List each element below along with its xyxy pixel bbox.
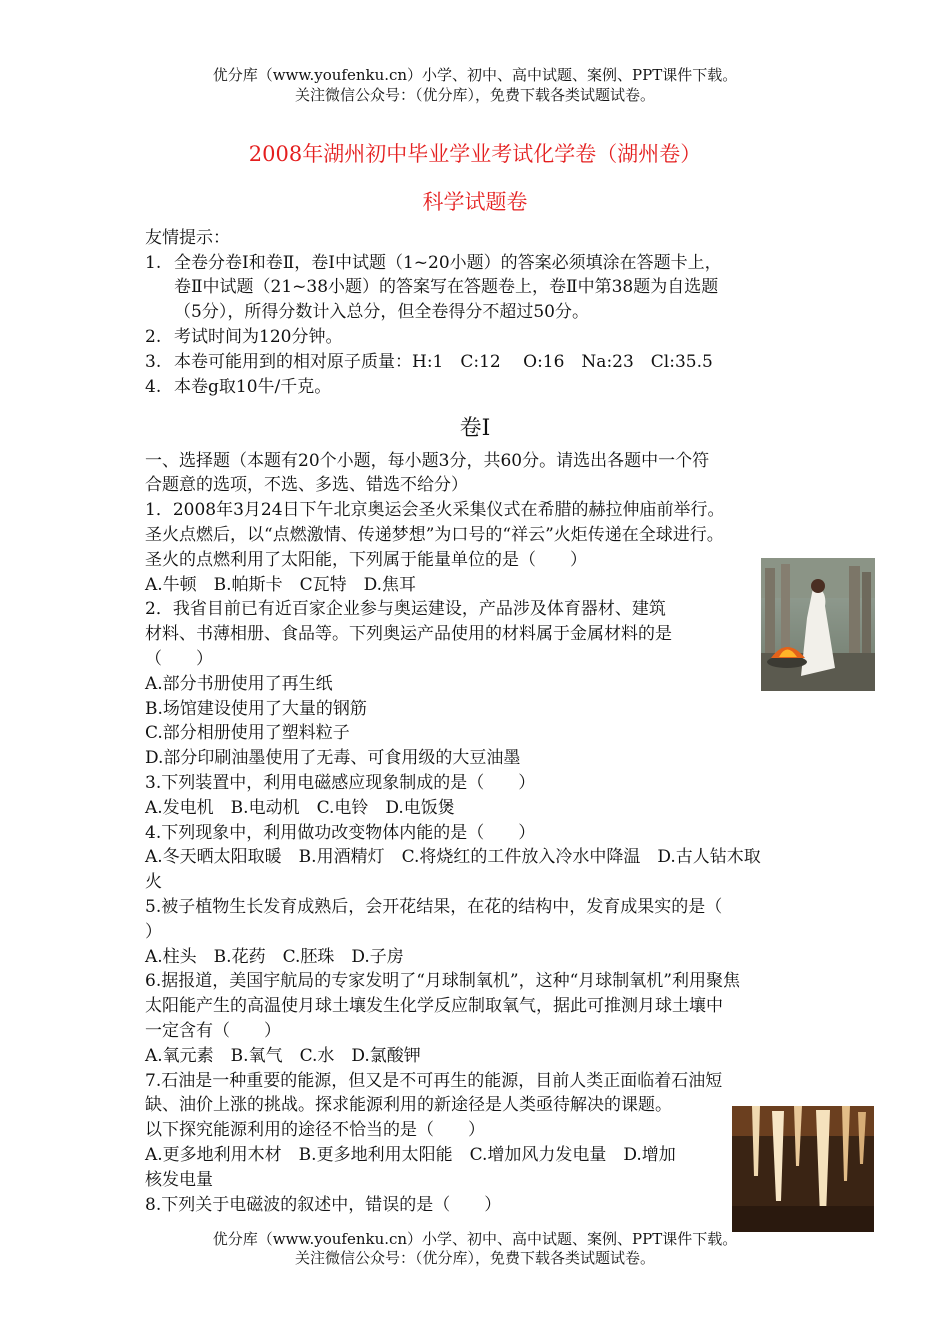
tip-text: （5分），所得分数计入总分，但全卷得分不超过50分。 [174,302,589,322]
question-line: （ ） [145,649,213,669]
question-line: 5.被子植物生长发育成熟后，会开花结果，在花的结构中，发育成果实的是（ [145,897,723,917]
answer-options: A.冬天晒太阳取暖 B.用酒精灯 C.将烧红的工件放入冷水中降温 D.古人钻木取 [145,847,761,867]
question-line: 8.下列关于电磁波的叙述中，错误的是（ ） [145,1195,502,1215]
torch-lighting-photo [761,558,875,691]
question-line: 6.据报道，美国宇航局的专家发明了“月球制氧机”，这种“月球制氧机”利用聚焦 [145,971,740,991]
tip-number: 3. [145,352,162,372]
answer-options: A.氧元素 B.氧气 C.水 D.氯酸钾 [145,1046,421,1066]
answer-option: D.部分印刷油墨使用了无毒、可食用级的大豆油墨 [145,748,521,768]
question-line: 4.下列现象中，利用做功改变物体内能的是（ ） [145,823,536,843]
question-line: 以下探究能源利用的途径不恰当的是（ ） [145,1120,485,1140]
question-line: 材料、书薄相册、食品等。下列奥运产品使用的材料属于金属材料的是 [145,624,672,644]
question-line: 1．2008年3月24日下午北京奥运会圣火采集仪式在希腊的赫拉伸庙前举行。 [145,500,725,520]
header-line-1: 优分库（www.youfenku.cn）小学、初中、高中试题、案例、PPT课件下载。 [212,66,738,84]
answer-options: A.发电机 B.电动机 C.电铃 D.电饭煲 [145,798,455,818]
tip-number: 1. [145,253,162,273]
question-line: ） [145,922,162,942]
section-title: 卷Ⅰ [459,416,491,441]
answer-options: A.更多地利用木材 B.更多地利用太阳能 C.增加风力发电量 D.增加 [145,1145,676,1165]
tip-text: 本卷g取10牛/千克。 [174,377,332,397]
footer-line-2: 关注微信公众号：（优分库），免费下载各类试题试卷。 [294,1249,655,1267]
tip-text: 本卷可能用到的相对原子质量：H:1 C:12 O:16 Na:23 Cl:35.5 [174,352,713,372]
page-title: 2008年湖州初中毕业学业考试化学卷（湖州卷） [248,142,702,166]
header-line-2: 关注微信公众号：（优分库），免费下载各类试题试卷。 [294,86,655,104]
question-line: 缺、油价上涨的挑战。探求能源利用的新途径是人类亟待解决的课题。 [145,1095,672,1115]
question-line: 圣火的点燃利用了太阳能，下列属于能量单位的是（ ） [145,550,587,570]
part-instructions: 一、选择题（本题有20个小题，每小题3分，共60分。请选出各题中一个符 [145,451,710,471]
answer-options: 核发电量 [145,1170,213,1190]
question-line: 7.石油是一种重要的能源，但又是不可再生的能源，目前人类正面临着石油短 [145,1071,723,1091]
tip-number: 2. [145,327,162,347]
question-line: 圣火点燃后，以“点燃激情、传递梦想”为口号的“祥云”火炬传递在全球进行。 [145,525,724,545]
question-line: 2．我省目前已有近百家企业参与奥运建设，产品涉及体育器材、建筑 [145,599,666,619]
cave-stalactite-photo [732,1106,874,1232]
question-line: 太阳能产生的高温使月球土壤发生化学反应制取氧气，据此可推测月球土壤中 [145,996,723,1016]
answer-options: A.牛顿 B.帕斯卡 C瓦特 D.焦耳 [145,575,417,595]
answer-option: C.部分相册使用了塑料粒子 [145,723,350,743]
page-subtitle: 科学试题卷 [422,190,528,214]
footer-line-1: 优分库（www.youfenku.cn）小学、初中、高中试题、案例、PPT课件下载。 [212,1230,738,1248]
tip-text: 卷Ⅱ中试题（21~38小题）的答案写在答题卷上，卷Ⅱ中第38题为自选题 [174,277,719,297]
answer-option: A.部分书册使用了再生纸 [145,674,333,694]
tip-text: 全卷分卷Ⅰ和卷Ⅱ，卷Ⅰ中试题（1~20小题）的答案必须填涂在答题卡上， [174,253,722,273]
tip-text: 考试时间为120分钟。 [174,327,343,347]
part-instructions: 合题意的选项，不选、多选、错选不给分） [145,475,468,495]
question-line: 一定含有（ ） [145,1021,281,1041]
answer-options: A.柱头 B.花药 C.胚珠 D.子房 [145,947,404,967]
question-line: 3.下列装置中，利用电磁感应现象制成的是（ ） [145,773,536,793]
tip-number: 4. [145,377,162,397]
answer-options: 火 [145,872,162,892]
answer-option: B.场馆建设使用了大量的钢筋 [145,699,367,719]
tips-heading: 友情提示： [145,228,230,248]
